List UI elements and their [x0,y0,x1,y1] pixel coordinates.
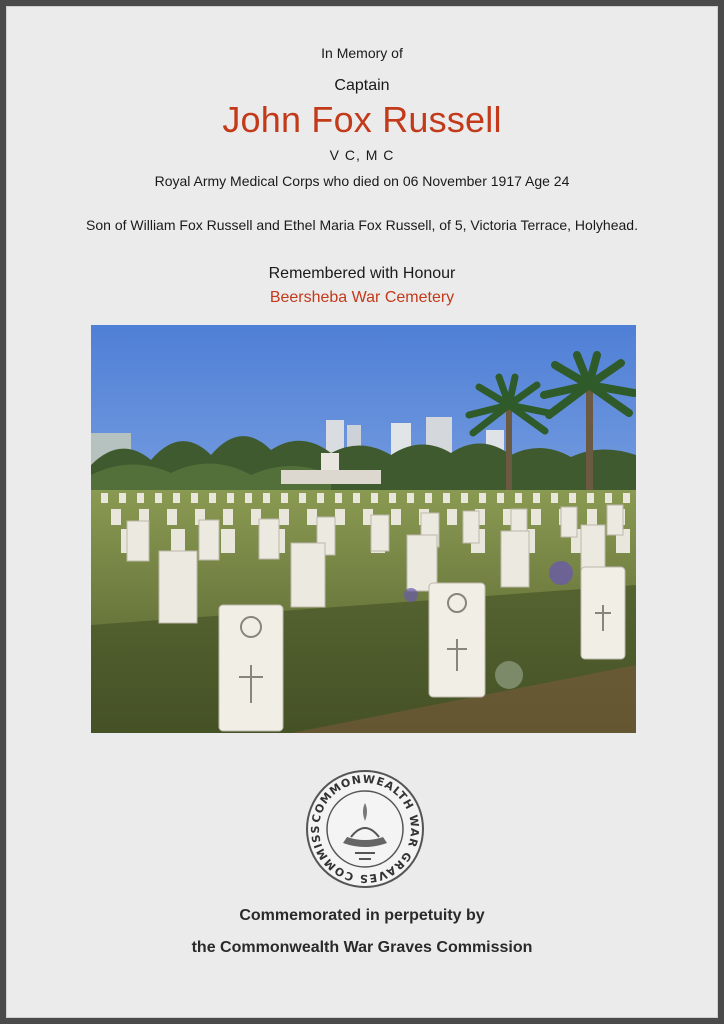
in-memory-heading: In Memory of [321,45,403,61]
honours-label: V C, M C [329,147,395,163]
cwgc-seal-icon [305,769,425,889]
footer-line-2: the Commonwealth War Graves Commission [191,939,533,956]
cemetery-photo [91,325,636,733]
cemetery-photo-drawing [91,325,636,733]
additional-info: Son of William Fox Russell and Ethel Maria Fox Russell, of 5, Victoria Terrace, Holyhead. [86,217,638,233]
svg-text:COMMONWEALTH WAR GRAVES COMMIS: COMMONWEALTH WAR GRAVES COMMISS [308,772,422,886]
certificate-frame [6,6,718,1018]
casualty-name: John Fox Russell [222,99,502,140]
cemetery-name: Beersheba War Cemetery [269,289,455,306]
remembered-label: Remembered with Honour [268,265,456,282]
rank-label: Captain [334,77,390,94]
service-line: Royal Army Medical Corps who died on 06 November 1917 Age 24 [154,173,570,189]
footer-line-1: Commemorated in perpetuity by [239,907,485,924]
